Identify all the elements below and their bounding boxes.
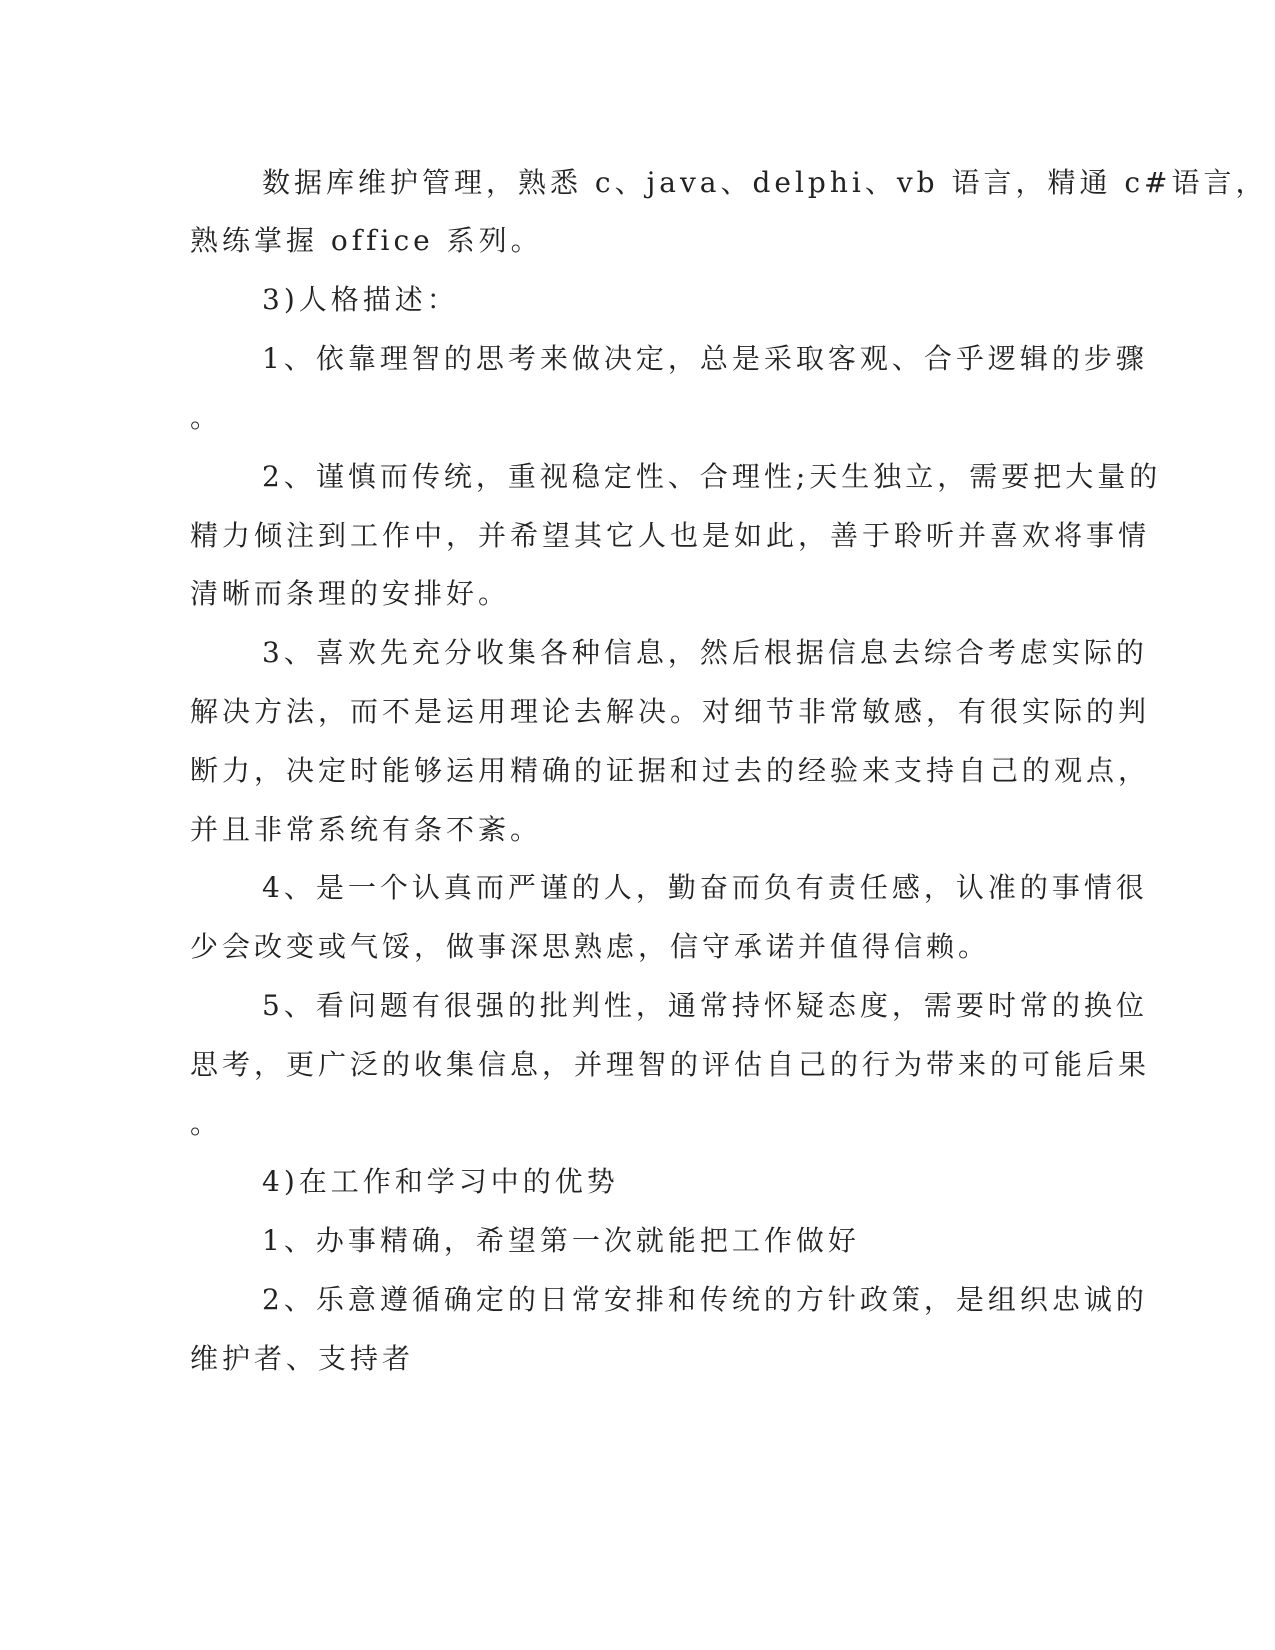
list-item-line: 思考，更广泛的收集信息，并理智的评估自己的行为带来的可能后果 xyxy=(190,1048,1151,1081)
list-item-line: 2、乐意遵循确定的日常安排和传统的方针政策，是组织忠诚的 xyxy=(262,1283,1148,1316)
list-item-line: 维护者、支持者 xyxy=(190,1342,415,1375)
section-heading: 4)在工作和学习中的优势 xyxy=(262,1165,619,1198)
list-item-line: 。 xyxy=(190,401,223,434)
list-item-line: 3、喜欢先充分收集各种信息，然后根据信息去综合考虑实际的 xyxy=(262,636,1148,669)
list-item-line: 清晰而条理的安排好。 xyxy=(190,577,511,610)
list-item-line: 4、是一个认真而严谨的人，勤奋而负有责任感，认准的事情很 xyxy=(262,871,1148,904)
list-item-line: 5、看问题有很强的批判性，通常持怀疑态度，需要时常的换位 xyxy=(262,989,1148,1022)
list-item-line: 。 xyxy=(190,1107,223,1140)
list-item-line: 并且非常系统有条不紊。 xyxy=(190,813,543,846)
list-item-line: 1、依靠理智的思考来做决定，总是采取客观、合乎逻辑的步骤 xyxy=(262,342,1148,375)
list-item-line: 精力倾注到工作中，并希望其它人也是如此，善于聆听并喜欢将事情 xyxy=(190,519,1151,552)
paragraph-line: 数据库维护管理，熟悉 c、java、delphi、vb 语言，精通 c#语言， xyxy=(262,166,1268,199)
list-item-line: 解决方法，而不是运用理论去解决。对细节非常敏感，有很实际的判 xyxy=(190,695,1151,728)
paragraph-line: 熟练掌握 office 系列。 xyxy=(190,224,543,257)
list-item-line: 1、办事精确，希望第一次就能把工作做好 xyxy=(262,1224,860,1257)
list-item-line: 少会改变或气馁，做事深思熟虑，信守承诺并值得信赖。 xyxy=(190,930,991,963)
list-item-line: 断力，决定时能够运用精确的证据和过去的经验来支持自己的观点， xyxy=(190,754,1151,787)
section-heading: 3)人格描述： xyxy=(262,283,459,316)
list-item-line: 2、谨慎而传统，重视稳定性、合理性;天生独立，需要把大量的 xyxy=(262,460,1162,493)
